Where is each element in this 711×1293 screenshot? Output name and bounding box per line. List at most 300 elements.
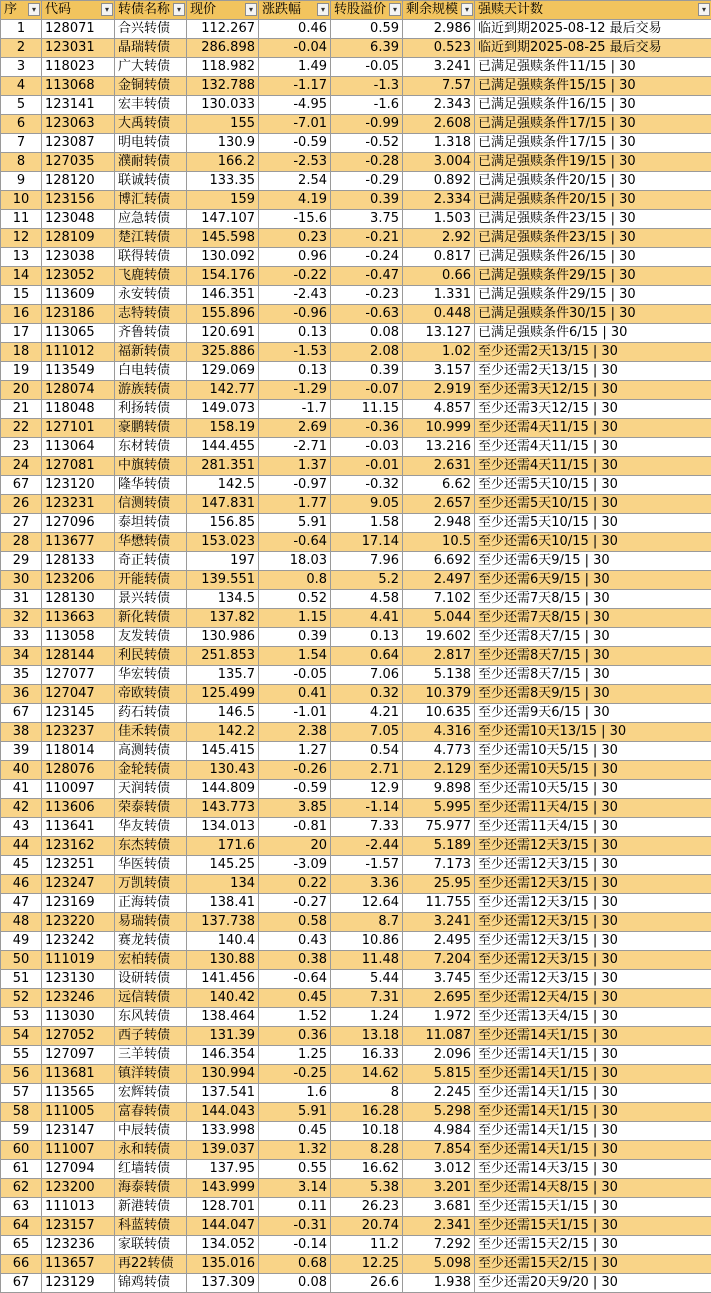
col-premium-cell[interactable]: -0.03 — [331, 438, 403, 457]
col-name-cell[interactable]: 永和转债 — [115, 1141, 187, 1160]
col-redeem-count-cell[interactable]: 已满足强赎条件23/15 | 30 — [475, 210, 711, 229]
table-row[interactable] — [1, 628, 711, 647]
col-redeem-count-cell[interactable]: 至少还需12天3/15 | 30 — [475, 856, 711, 875]
col-remaining-cell[interactable]: 9.898 — [403, 780, 475, 799]
col-index-cell[interactable]: 33 — [1, 628, 42, 647]
col-price-cell[interactable]: 139.037 — [187, 1141, 259, 1160]
col-redeem-count-cell[interactable]: 已满足强赎条件20/15 | 30 — [475, 191, 711, 210]
table-row[interactable] — [1, 704, 711, 723]
col-price-cell[interactable]: 153.023 — [187, 533, 259, 552]
col-remaining-cell[interactable]: 10.5 — [403, 533, 475, 552]
col-remaining-cell[interactable]: 2.245 — [403, 1084, 475, 1103]
col-redeem-count-cell[interactable]: 至少还需8天7/15 | 30 — [475, 628, 711, 647]
table-row[interactable] — [1, 400, 711, 419]
col-code-cell[interactable]: 128133 — [42, 552, 115, 571]
col-price-cell[interactable]: 120.691 — [187, 324, 259, 343]
col-premium-cell[interactable]: 16.62 — [331, 1160, 403, 1179]
col-index-cell[interactable]: 45 — [1, 856, 42, 875]
col-code-cell[interactable]: 123129 — [42, 1274, 115, 1293]
col-name-cell[interactable]: 大禹转债 — [115, 115, 187, 134]
col-change-cell[interactable]: -0.25 — [259, 1065, 331, 1084]
col-change-cell[interactable]: 0.11 — [259, 1198, 331, 1217]
col-premium-cell[interactable]: -0.52 — [331, 134, 403, 153]
col-redeem-count-cell[interactable]: 已满足强赎条件23/15 | 30 — [475, 229, 711, 248]
col-name-cell[interactable]: 信测转债 — [115, 495, 187, 514]
col-change-cell[interactable]: 0.13 — [259, 324, 331, 343]
col-remaining-cell[interactable]: 7.57 — [403, 77, 475, 96]
col-index-cell[interactable]: 15 — [1, 286, 42, 305]
col-code-cell[interactable]: 113549 — [42, 362, 115, 381]
filter-dropdown-icon[interactable]: ▾ — [461, 3, 473, 16]
col-remaining-cell[interactable]: 3.681 — [403, 1198, 475, 1217]
col-code-cell[interactable]: 127081 — [42, 457, 115, 476]
col-code-cell[interactable]: 127096 — [42, 514, 115, 533]
table-row[interactable] — [1, 894, 711, 913]
table-row[interactable] — [1, 647, 711, 666]
col-change-cell[interactable]: -1.17 — [259, 77, 331, 96]
col-index-cell[interactable]: 19 — [1, 362, 42, 381]
col-price-cell[interactable]: 144.809 — [187, 780, 259, 799]
table-row[interactable] — [1, 1084, 711, 1103]
col-index-cell[interactable]: 3 — [1, 58, 42, 77]
col-price-cell[interactable]: 155.896 — [187, 305, 259, 324]
col-redeem-count-cell[interactable]: 至少还需14天1/15 | 30 — [475, 1084, 711, 1103]
col-remaining-cell[interactable]: 13.127 — [403, 324, 475, 343]
col-index-cell[interactable]: 2 — [1, 39, 42, 58]
col-premium-cell[interactable]: 0.59 — [331, 20, 403, 39]
filter-dropdown-icon[interactable]: ▾ — [698, 3, 710, 16]
col-remaining-cell[interactable]: 1.503 — [403, 210, 475, 229]
col-price-cell[interactable]: 159 — [187, 191, 259, 210]
col-remaining-cell[interactable]: 2.695 — [403, 989, 475, 1008]
col-change-cell[interactable]: 2.54 — [259, 172, 331, 191]
col-index-cell[interactable]: 65 — [1, 1236, 42, 1255]
col-remaining-cell[interactable]: 2.919 — [403, 381, 475, 400]
col-redeem-count-cell[interactable]: 至少还需11天4/15 | 30 — [475, 799, 711, 818]
table-row[interactable] — [1, 571, 711, 590]
col-redeem-count-cell[interactable]: 至少还需10天5/15 | 30 — [475, 761, 711, 780]
col-premium-cell[interactable]: -1.57 — [331, 856, 403, 875]
col-code-cell[interactable]: 128074 — [42, 381, 115, 400]
col-redeem-count-cell[interactable]: 已满足强赎条件11/15 | 30 — [475, 58, 711, 77]
col-name-cell[interactable]: 华懋转债 — [115, 533, 187, 552]
col-remaining-cell[interactable]: 3.004 — [403, 153, 475, 172]
col-code-cell[interactable]: 123157 — [42, 1217, 115, 1236]
col-index-cell[interactable]: 51 — [1, 970, 42, 989]
col-index-cell[interactable]: 18 — [1, 343, 42, 362]
col-redeem-count-cell[interactable]: 至少还需15天1/15 | 30 — [475, 1217, 711, 1236]
col-code-cell[interactable]: 127077 — [42, 666, 115, 685]
table-row[interactable] — [1, 153, 711, 172]
filter-dropdown-icon[interactable]: ▾ — [173, 3, 185, 16]
col-code-cell[interactable]: 127047 — [42, 685, 115, 704]
col-index-cell[interactable]: 40 — [1, 761, 42, 780]
col-remaining-cell[interactable]: 10.999 — [403, 419, 475, 438]
col-code-cell[interactable]: 123231 — [42, 495, 115, 514]
table-row[interactable] — [1, 1027, 711, 1046]
col-change-cell[interactable]: 2.38 — [259, 723, 331, 742]
col-change-cell[interactable]: 0.58 — [259, 913, 331, 932]
col-change-cell[interactable]: 1.37 — [259, 457, 331, 476]
col-premium-cell[interactable]: 5.44 — [331, 970, 403, 989]
table-row[interactable] — [1, 419, 711, 438]
col-change-cell[interactable]: -0.96 — [259, 305, 331, 324]
col-price-cell[interactable]: 130.033 — [187, 96, 259, 115]
col-code-cell[interactable]: 113565 — [42, 1084, 115, 1103]
col-redeem-count-cell[interactable]: 至少还需3天12/15 | 30 — [475, 381, 711, 400]
col-redeem-count-cell[interactable]: 至少还需6天9/15 | 30 — [475, 571, 711, 590]
col-premium-cell[interactable]: -0.29 — [331, 172, 403, 191]
col-index-cell[interactable]: 42 — [1, 799, 42, 818]
col-code-cell[interactable]: 111005 — [42, 1103, 115, 1122]
col-change-cell[interactable]: 1.52 — [259, 1008, 331, 1027]
col-remaining-cell[interactable]: 5.815 — [403, 1065, 475, 1084]
col-premium-cell[interactable]: 11.2 — [331, 1236, 403, 1255]
col-index-cell[interactable]: 28 — [1, 533, 42, 552]
col-price-cell[interactable]: 131.39 — [187, 1027, 259, 1046]
col-change-cell[interactable]: -0.64 — [259, 533, 331, 552]
col-price-cell[interactable]: 112.267 — [187, 20, 259, 39]
col-code-cell[interactable]: 123120 — [42, 476, 115, 495]
table-row[interactable] — [1, 1255, 711, 1274]
col-name-cell[interactable]: 荣泰转债 — [115, 799, 187, 818]
col-remaining-cell[interactable]: 2.657 — [403, 495, 475, 514]
col-name-cell[interactable]: 新化转债 — [115, 609, 187, 628]
col-premium-cell[interactable]: -1.14 — [331, 799, 403, 818]
col-remaining-cell[interactable]: 2.817 — [403, 647, 475, 666]
col-remaining-cell[interactable]: 2.497 — [403, 571, 475, 590]
col-code-cell[interactable]: 113030 — [42, 1008, 115, 1027]
col-name-cell[interactable]: 宏丰转债 — [115, 96, 187, 115]
col-price-cell[interactable]: 133.998 — [187, 1122, 259, 1141]
col-change-cell[interactable]: -1.53 — [259, 343, 331, 362]
col-price-cell[interactable]: 134.052 — [187, 1236, 259, 1255]
col-premium-cell[interactable]: 0.64 — [331, 647, 403, 666]
col-remaining-cell[interactable]: 7.854 — [403, 1141, 475, 1160]
col-price-cell[interactable]: 154.176 — [187, 267, 259, 286]
col-price-cell[interactable]: 145.598 — [187, 229, 259, 248]
table-row[interactable] — [1, 799, 711, 818]
table-row[interactable] — [1, 1141, 711, 1160]
col-change-cell[interactable]: 1.77 — [259, 495, 331, 514]
col-name-cell[interactable]: 开能转债 — [115, 571, 187, 590]
col-price-cell[interactable]: 197 — [187, 552, 259, 571]
col-premium-cell[interactable]: 12.9 — [331, 780, 403, 799]
col-redeem-count-cell[interactable]: 至少还需12天3/15 | 30 — [475, 951, 711, 970]
col-change-cell[interactable]: 5.91 — [259, 1103, 331, 1122]
col-code-cell[interactable]: 128120 — [42, 172, 115, 191]
col-price-cell[interactable]: 133.35 — [187, 172, 259, 191]
header-col-premium[interactable] — [331, 1, 403, 20]
col-remaining-cell[interactable]: 3.241 — [403, 913, 475, 932]
col-index-cell[interactable]: 63 — [1, 1198, 42, 1217]
col-index-cell[interactable]: 27 — [1, 514, 42, 533]
col-premium-cell[interactable]: 16.33 — [331, 1046, 403, 1065]
col-price-cell[interactable]: 171.6 — [187, 837, 259, 856]
col-name-cell[interactable]: 高测转债 — [115, 742, 187, 761]
col-name-cell[interactable]: 设研转债 — [115, 970, 187, 989]
col-remaining-cell[interactable]: 0.66 — [403, 267, 475, 286]
col-index-cell[interactable]: 20 — [1, 381, 42, 400]
col-redeem-count-cell[interactable]: 至少还需14天1/15 | 30 — [475, 1065, 711, 1084]
col-index-cell[interactable]: 30 — [1, 571, 42, 590]
col-index-cell[interactable]: 62 — [1, 1179, 42, 1198]
col-premium-cell[interactable]: 1.24 — [331, 1008, 403, 1027]
col-name-cell[interactable]: 天润转债 — [115, 780, 187, 799]
col-name-cell[interactable]: 富春转债 — [115, 1103, 187, 1122]
col-remaining-cell[interactable]: 11.087 — [403, 1027, 475, 1046]
col-change-cell[interactable]: 0.52 — [259, 590, 331, 609]
col-premium-cell[interactable]: 12.64 — [331, 894, 403, 913]
col-premium-cell[interactable]: 4.41 — [331, 609, 403, 628]
col-change-cell[interactable]: 0.08 — [259, 1274, 331, 1293]
col-change-cell[interactable]: 1.25 — [259, 1046, 331, 1065]
col-code-cell[interactable]: 128130 — [42, 590, 115, 609]
col-name-cell[interactable]: 东材转债 — [115, 438, 187, 457]
col-name-cell[interactable]: 游族转债 — [115, 381, 187, 400]
col-premium-cell[interactable]: 8 — [331, 1084, 403, 1103]
col-premium-cell[interactable]: -0.05 — [331, 58, 403, 77]
col-redeem-count-cell[interactable]: 至少还需10天5/15 | 30 — [475, 742, 711, 761]
col-code-cell[interactable]: 123242 — [42, 932, 115, 951]
col-redeem-count-cell[interactable]: 至少还需15天2/15 | 30 — [475, 1236, 711, 1255]
col-change-cell[interactable]: 0.45 — [259, 989, 331, 1008]
col-name-cell[interactable]: 福新转债 — [115, 343, 187, 362]
table-row[interactable] — [1, 267, 711, 286]
col-premium-cell[interactable]: -2.44 — [331, 837, 403, 856]
col-change-cell[interactable]: 0.41 — [259, 685, 331, 704]
col-redeem-count-cell[interactable]: 已满足强赎条件29/15 | 30 — [475, 267, 711, 286]
col-name-cell[interactable]: 科蓝转债 — [115, 1217, 187, 1236]
col-name-cell[interactable]: 东杰转债 — [115, 837, 187, 856]
col-premium-cell[interactable]: 0.13 — [331, 628, 403, 647]
col-index-cell[interactable]: 4 — [1, 77, 42, 96]
col-code-cell[interactable]: 128109 — [42, 229, 115, 248]
col-index-cell[interactable]: 46 — [1, 875, 42, 894]
col-name-cell[interactable]: 楚江转债 — [115, 229, 187, 248]
col-name-cell[interactable]: 正海转债 — [115, 894, 187, 913]
col-name-cell[interactable]: 宏柏转债 — [115, 951, 187, 970]
col-price-cell[interactable]: 142.2 — [187, 723, 259, 742]
col-price-cell[interactable]: 147.107 — [187, 210, 259, 229]
col-premium-cell[interactable]: 0.39 — [331, 362, 403, 381]
col-change-cell[interactable]: -0.59 — [259, 780, 331, 799]
col-redeem-count-cell[interactable]: 至少还需9天6/15 | 30 — [475, 704, 711, 723]
col-name-cell[interactable]: 利扬转债 — [115, 400, 187, 419]
col-name-cell[interactable]: 中旗转债 — [115, 457, 187, 476]
col-remaining-cell[interactable]: 2.096 — [403, 1046, 475, 1065]
col-index-cell[interactable]: 67 — [1, 476, 42, 495]
col-name-cell[interactable]: 三羊转债 — [115, 1046, 187, 1065]
col-code-cell[interactable]: 123156 — [42, 191, 115, 210]
col-premium-cell[interactable]: -1.3 — [331, 77, 403, 96]
col-code-cell[interactable]: 113058 — [42, 628, 115, 647]
col-name-cell[interactable]: 宏辉转债 — [115, 1084, 187, 1103]
table-row[interactable] — [1, 58, 711, 77]
col-price-cell[interactable]: 137.309 — [187, 1274, 259, 1293]
col-price-cell[interactable]: 135.016 — [187, 1255, 259, 1274]
col-redeem-count-cell[interactable]: 至少还需12天3/15 | 30 — [475, 970, 711, 989]
col-code-cell[interactable]: 123141 — [42, 96, 115, 115]
col-redeem-count-cell[interactable]: 至少还需6天9/15 | 30 — [475, 552, 711, 571]
col-code-cell[interactable]: 113641 — [42, 818, 115, 837]
col-code-cell[interactable]: 113606 — [42, 799, 115, 818]
table-row[interactable] — [1, 210, 711, 229]
col-name-cell[interactable]: 易瑞转债 — [115, 913, 187, 932]
col-redeem-count-cell[interactable]: 至少还需4天11/15 | 30 — [475, 457, 711, 476]
col-code-cell[interactable]: 128144 — [42, 647, 115, 666]
col-change-cell[interactable]: 0.43 — [259, 932, 331, 951]
col-change-cell[interactable]: 1.6 — [259, 1084, 331, 1103]
col-index-cell[interactable]: 38 — [1, 723, 42, 742]
col-price-cell[interactable]: 135.7 — [187, 666, 259, 685]
col-redeem-count-cell[interactable]: 至少还需15天1/15 | 30 — [475, 1198, 711, 1217]
col-code-cell[interactable]: 127094 — [42, 1160, 115, 1179]
col-redeem-count-cell[interactable]: 已满足强赎条件26/15 | 30 — [475, 248, 711, 267]
table-row[interactable] — [1, 20, 711, 39]
col-premium-cell[interactable]: 8.7 — [331, 913, 403, 932]
col-remaining-cell[interactable]: 2.986 — [403, 20, 475, 39]
col-remaining-cell[interactable]: 1.02 — [403, 343, 475, 362]
col-name-cell[interactable]: 奇正转债 — [115, 552, 187, 571]
col-change-cell[interactable]: 3.14 — [259, 1179, 331, 1198]
header-col-redeem-count[interactable] — [475, 1, 711, 20]
col-redeem-count-cell[interactable]: 至少还需4天11/15 | 30 — [475, 419, 711, 438]
col-code-cell[interactable]: 128076 — [42, 761, 115, 780]
col-remaining-cell[interactable]: 2.92 — [403, 229, 475, 248]
col-redeem-count-cell[interactable]: 至少还需5天10/15 | 30 — [475, 495, 711, 514]
col-price-cell[interactable]: 134.5 — [187, 590, 259, 609]
col-premium-cell[interactable]: 11.48 — [331, 951, 403, 970]
col-change-cell[interactable]: -1.29 — [259, 381, 331, 400]
col-remaining-cell[interactable]: 5.044 — [403, 609, 475, 628]
col-premium-cell[interactable]: -0.36 — [331, 419, 403, 438]
col-redeem-count-cell[interactable]: 至少还需12天3/15 | 30 — [475, 894, 711, 913]
col-index-cell[interactable]: 6 — [1, 115, 42, 134]
table-row[interactable] — [1, 932, 711, 951]
table-row[interactable] — [1, 476, 711, 495]
table-row[interactable] — [1, 1274, 711, 1293]
col-code-cell[interactable]: 113065 — [42, 324, 115, 343]
col-price-cell[interactable]: 147.831 — [187, 495, 259, 514]
col-price-cell[interactable]: 130.88 — [187, 951, 259, 970]
col-price-cell[interactable]: 134 — [187, 875, 259, 894]
col-name-cell[interactable]: 齐鲁转债 — [115, 324, 187, 343]
col-code-cell[interactable]: 123251 — [42, 856, 115, 875]
col-code-cell[interactable]: 123169 — [42, 894, 115, 913]
col-index-cell[interactable]: 13 — [1, 248, 42, 267]
col-price-cell[interactable]: 137.738 — [187, 913, 259, 932]
col-name-cell[interactable]: 家联转债 — [115, 1236, 187, 1255]
col-redeem-count-cell[interactable]: 临近到期2025-08-25 最后交易 — [475, 39, 711, 58]
col-index-cell[interactable]: 53 — [1, 1008, 42, 1027]
col-price-cell[interactable]: 281.351 — [187, 457, 259, 476]
col-remaining-cell[interactable]: 25.95 — [403, 875, 475, 894]
col-code-cell[interactable]: 118014 — [42, 742, 115, 761]
col-change-cell[interactable]: 0.55 — [259, 1160, 331, 1179]
col-redeem-count-cell[interactable]: 至少还需8天9/15 | 30 — [475, 685, 711, 704]
col-code-cell[interactable]: 123200 — [42, 1179, 115, 1198]
col-premium-cell[interactable]: 7.06 — [331, 666, 403, 685]
col-price-cell[interactable]: 142.5 — [187, 476, 259, 495]
col-price-cell[interactable]: 155 — [187, 115, 259, 134]
col-name-cell[interactable]: 再22转债 — [115, 1255, 187, 1274]
col-change-cell[interactable]: -0.59 — [259, 134, 331, 153]
col-index-cell[interactable]: 58 — [1, 1103, 42, 1122]
col-premium-cell[interactable]: -0.99 — [331, 115, 403, 134]
col-code-cell[interactable]: 123087 — [42, 134, 115, 153]
col-redeem-count-cell[interactable]: 至少还需12天3/15 | 30 — [475, 932, 711, 951]
col-index-cell[interactable]: 14 — [1, 267, 42, 286]
col-price-cell[interactable]: 251.853 — [187, 647, 259, 666]
col-code-cell[interactable]: 123236 — [42, 1236, 115, 1255]
col-remaining-cell[interactable]: 6.692 — [403, 552, 475, 571]
col-premium-cell[interactable]: 13.18 — [331, 1027, 403, 1046]
col-redeem-count-cell[interactable]: 至少还需2天13/15 | 30 — [475, 343, 711, 362]
col-redeem-count-cell[interactable]: 至少还需6天10/15 | 30 — [475, 533, 711, 552]
col-redeem-count-cell[interactable]: 至少还需10天13/15 | 30 — [475, 723, 711, 742]
col-redeem-count-cell[interactable]: 至少还需14天3/15 | 30 — [475, 1160, 711, 1179]
col-premium-cell[interactable]: 16.28 — [331, 1103, 403, 1122]
col-code-cell[interactable]: 123247 — [42, 875, 115, 894]
col-change-cell[interactable]: 0.46 — [259, 20, 331, 39]
col-change-cell[interactable]: -7.01 — [259, 115, 331, 134]
col-premium-cell[interactable]: 10.18 — [331, 1122, 403, 1141]
col-premium-cell[interactable]: 7.33 — [331, 818, 403, 837]
col-remaining-cell[interactable]: 3.745 — [403, 970, 475, 989]
header-col-code[interactable] — [42, 1, 115, 20]
col-price-cell[interactable]: 142.77 — [187, 381, 259, 400]
col-redeem-count-cell[interactable]: 至少还需14天1/15 | 30 — [475, 1122, 711, 1141]
col-redeem-count-cell[interactable]: 已满足强赎条件17/15 | 30 — [475, 115, 711, 134]
col-code-cell[interactable]: 118023 — [42, 58, 115, 77]
col-name-cell[interactable]: 友发转债 — [115, 628, 187, 647]
col-remaining-cell[interactable]: 3.201 — [403, 1179, 475, 1198]
col-code-cell[interactable]: 111012 — [42, 343, 115, 362]
col-remaining-cell[interactable]: 2.129 — [403, 761, 475, 780]
col-index-cell[interactable]: 60 — [1, 1141, 42, 1160]
col-redeem-count-cell[interactable]: 至少还需12天3/15 | 30 — [475, 875, 711, 894]
col-name-cell[interactable]: 华友转债 — [115, 818, 187, 837]
col-name-cell[interactable]: 中辰转债 — [115, 1122, 187, 1141]
col-change-cell[interactable]: 0.23 — [259, 229, 331, 248]
col-name-cell[interactable]: 东风转债 — [115, 1008, 187, 1027]
col-premium-cell[interactable]: 7.31 — [331, 989, 403, 1008]
col-name-cell[interactable]: 药石转债 — [115, 704, 187, 723]
col-index-cell[interactable]: 26 — [1, 495, 42, 514]
col-redeem-count-cell[interactable]: 至少还需14天8/15 | 30 — [475, 1179, 711, 1198]
col-index-cell[interactable]: 11 — [1, 210, 42, 229]
col-code-cell[interactable]: 113657 — [42, 1255, 115, 1274]
col-index-cell[interactable]: 49 — [1, 932, 42, 951]
filter-dropdown-icon[interactable]: ▾ — [317, 3, 329, 16]
col-index-cell[interactable]: 17 — [1, 324, 42, 343]
col-price-cell[interactable]: 325.886 — [187, 343, 259, 362]
col-premium-cell[interactable]: 12.25 — [331, 1255, 403, 1274]
header-col-remaining[interactable] — [403, 1, 475, 20]
table-row[interactable] — [1, 818, 711, 837]
col-index-cell[interactable]: 66 — [1, 1255, 42, 1274]
col-remaining-cell[interactable]: 13.216 — [403, 438, 475, 457]
col-index-cell[interactable]: 8 — [1, 153, 42, 172]
col-remaining-cell[interactable]: 4.773 — [403, 742, 475, 761]
col-code-cell[interactable]: 123162 — [42, 837, 115, 856]
col-price-cell[interactable]: 140.42 — [187, 989, 259, 1008]
col-name-cell[interactable]: 白电转债 — [115, 362, 187, 381]
col-code-cell[interactable]: 123130 — [42, 970, 115, 989]
col-price-cell[interactable]: 129.069 — [187, 362, 259, 381]
col-premium-cell[interactable]: 2.71 — [331, 761, 403, 780]
